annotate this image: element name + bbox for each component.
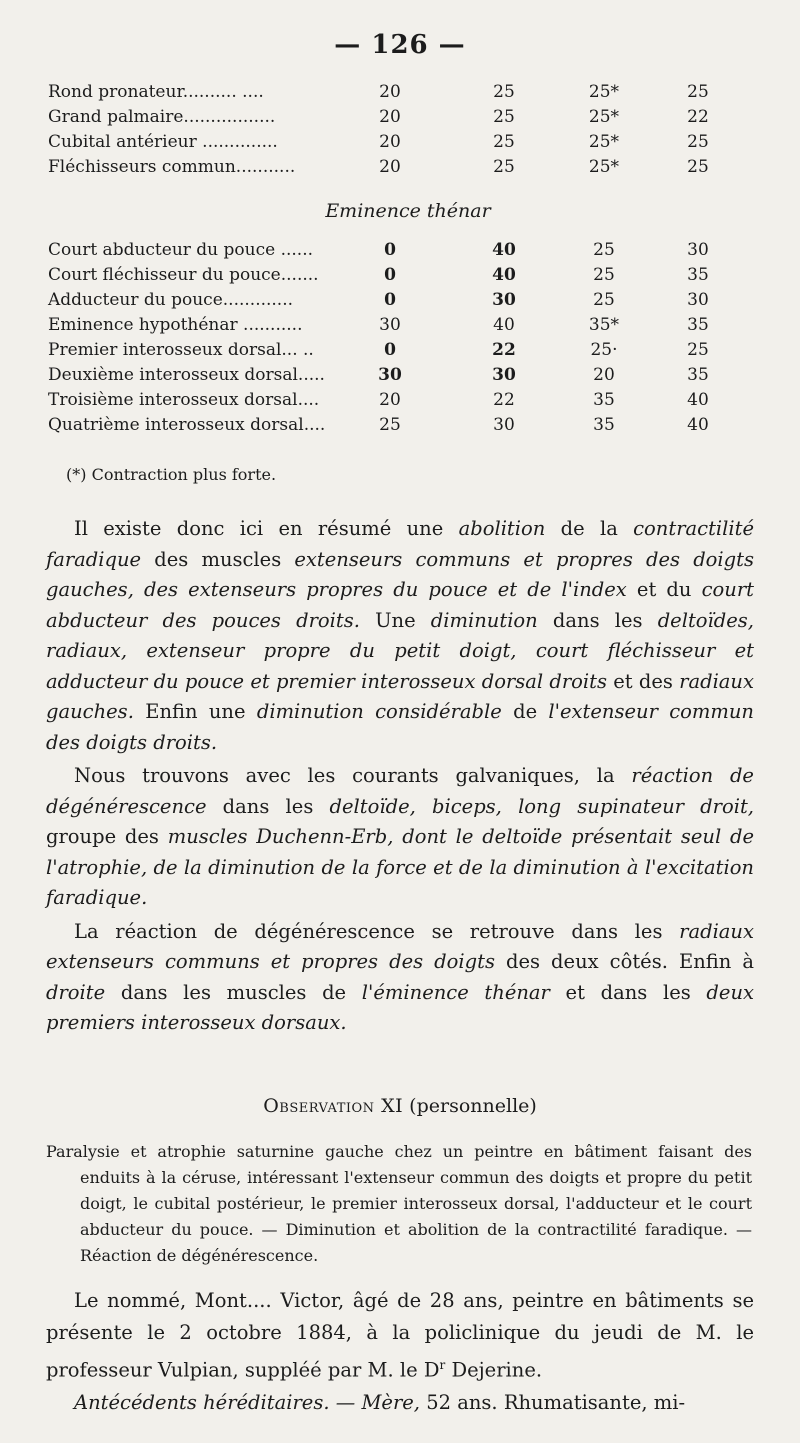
muscle-name: Rond pronateur.......... .... xyxy=(48,82,264,102)
muscle-name: Fléchisseurs commun........... xyxy=(48,157,296,177)
value-col3: 25 xyxy=(593,290,615,310)
value-col1: 30 xyxy=(379,315,401,335)
muscle-name: Deuxième interosseux dorsal..... xyxy=(48,365,325,385)
muscle-name: Troisième interosseux dorsal.... xyxy=(48,390,320,410)
value-col1: 25 xyxy=(379,415,401,435)
value-col1: 20 xyxy=(379,132,401,152)
value-col4: 35 xyxy=(687,315,709,335)
summary-paragraphs xyxy=(46,514,754,1042)
value-col3: 25* xyxy=(588,82,620,102)
value-col3: 35 xyxy=(593,390,615,410)
value-col4: 30 xyxy=(687,240,709,260)
value-col2: 22 xyxy=(492,340,516,360)
value-col2: 25 xyxy=(493,82,515,102)
table-row xyxy=(48,240,768,265)
muscle-name: Premier interosseux dorsal... .. xyxy=(48,340,314,360)
value-col2: 25 xyxy=(493,132,515,152)
value-col4: 25 xyxy=(687,340,709,360)
value-col2: 22 xyxy=(493,390,515,410)
table-row xyxy=(48,265,768,290)
paragraph: Nous trouvons avec les courants galvaniques, la réaction de dégénérescence dans les deltoïde, biceps, long supinateur droit, groupe des muscles Duchenn-Erb, dont le deltoïde présentait seul de l'atrophie, de la diminution de la force et de la diminution à l'excitation faradique. xyxy=(46,764,755,909)
value-col2: 25 xyxy=(493,157,515,177)
value-col4: 22 xyxy=(687,107,709,127)
value-col4: 35 xyxy=(687,365,709,385)
table-footnote: (*) Contraction plus forte. xyxy=(66,465,277,484)
value-col2: 40 xyxy=(492,265,516,285)
muscle-table xyxy=(48,82,768,440)
observation-title: Observation XI (personnelle) xyxy=(263,1095,537,1117)
value-col2: 30 xyxy=(493,415,515,435)
value-col2: 25 xyxy=(493,107,515,127)
value-col3: 25· xyxy=(590,340,618,360)
value-col4: 30 xyxy=(687,290,709,310)
muscle-name: Cubital antérieur .............. xyxy=(48,132,278,152)
case-paragraphs xyxy=(46,1285,754,1419)
table-row xyxy=(48,107,768,132)
value-col2: 40 xyxy=(492,240,516,260)
value-col2: 40 xyxy=(493,315,515,335)
value-col2: 30 xyxy=(492,290,516,310)
table-row xyxy=(48,290,768,315)
value-col3: 25* xyxy=(588,157,620,177)
value-col4: 40 xyxy=(687,415,709,435)
value-col3: 25* xyxy=(588,107,620,127)
paragraph: Antécédents héréditaires. — Mère, 52 ans. Rhumatisante, mi- xyxy=(74,1390,686,1414)
paragraph: La réaction de dégénérescence se retrouve dans les radiaux extenseurs communs et propres des doigts des deux côtés. Enfin à droite dans les muscles de l'éminence thénar et dans les deux premiers interosseux dorsaux. xyxy=(46,919,755,1034)
value-col1: 0 xyxy=(384,240,396,260)
table-row xyxy=(48,315,768,340)
muscle-name: Eminence hypothénar ........... xyxy=(48,315,303,335)
observation-summary: Paralysie et atrophie saturnine gauche chez un peintre en bâtiment faisant des enduits à la céruse, intéressant l'extenseur commun des doigts et propre du petit doigt, le cubital postérieur, le premier interosseux dorsal, l'adducteur et le court abducteur du pouce. — Diminution et abolition de la contractilité faradique. — Réaction de dégénérescence. xyxy=(46,1142,752,1265)
value-col3: 25 xyxy=(593,240,615,260)
value-col1: 30 xyxy=(378,365,402,385)
page-number: — 126 — xyxy=(334,30,466,60)
value-col3: 25 xyxy=(593,265,615,285)
table-row xyxy=(48,340,768,365)
value-col4: 25 xyxy=(687,132,709,152)
value-col4: 25 xyxy=(687,82,709,102)
value-col2: 30 xyxy=(492,365,516,385)
table-row xyxy=(48,132,768,157)
muscle-name: Quatrième interosseux dorsal.... xyxy=(48,415,326,435)
value-col1: 0 xyxy=(384,290,396,310)
value-col3: 35 xyxy=(593,415,615,435)
value-col1: 20 xyxy=(379,390,401,410)
value-col3: 35* xyxy=(588,315,620,335)
value-col4: 25 xyxy=(687,157,709,177)
value-col1: 20 xyxy=(379,82,401,102)
value-col3: 20 xyxy=(593,365,615,385)
table-row xyxy=(48,415,768,440)
value-col1: 20 xyxy=(379,157,401,177)
table-row xyxy=(48,390,768,415)
value-col1: 0 xyxy=(384,265,396,285)
paragraph: Le nommé, Mont.... Victor, âgé de 28 ans, peintre en bâtiments se présente le 2 octobre 1884, à la policlinique du jeudi de M. le professeur Vulpian, suppléé par M. le $D^r$ Dejerine. xyxy=(46,1289,754,1382)
value-col1: 20 xyxy=(379,107,401,127)
value-col3: 25* xyxy=(588,132,620,152)
paragraph: Il existe donc ici en résumé une abolition de la contractilité faradique des muscles extenseurs communs et propres des doigts gauches, des extenseurs propres du pouce et de l'index et du court abducteur des pouces droits. Une diminution dans les deltoïdes, radiaux, extenseur propre du petit doigt, court fléchisseur et adducteur du pouce et premier interosseux dorsal droits et des radiaux gauches. Enfin une diminution considérable de l'extenseur commun des doigts droits. xyxy=(46,517,754,754)
value-col1: 0 xyxy=(384,340,396,360)
muscle-name: Court abducteur du pouce ...... xyxy=(48,240,314,260)
table-row xyxy=(48,82,768,107)
value-col4: 40 xyxy=(687,390,709,410)
table-subheading: Eminence thénar xyxy=(325,200,491,222)
muscle-name: Adducteur du pouce............. xyxy=(48,290,294,310)
table-row xyxy=(48,157,768,182)
value-col4: 35 xyxy=(687,265,709,285)
table-row xyxy=(48,365,768,390)
muscle-name: Court fléchisseur du pouce....... xyxy=(48,265,319,285)
muscle-name: Grand palmaire................. xyxy=(48,107,276,127)
